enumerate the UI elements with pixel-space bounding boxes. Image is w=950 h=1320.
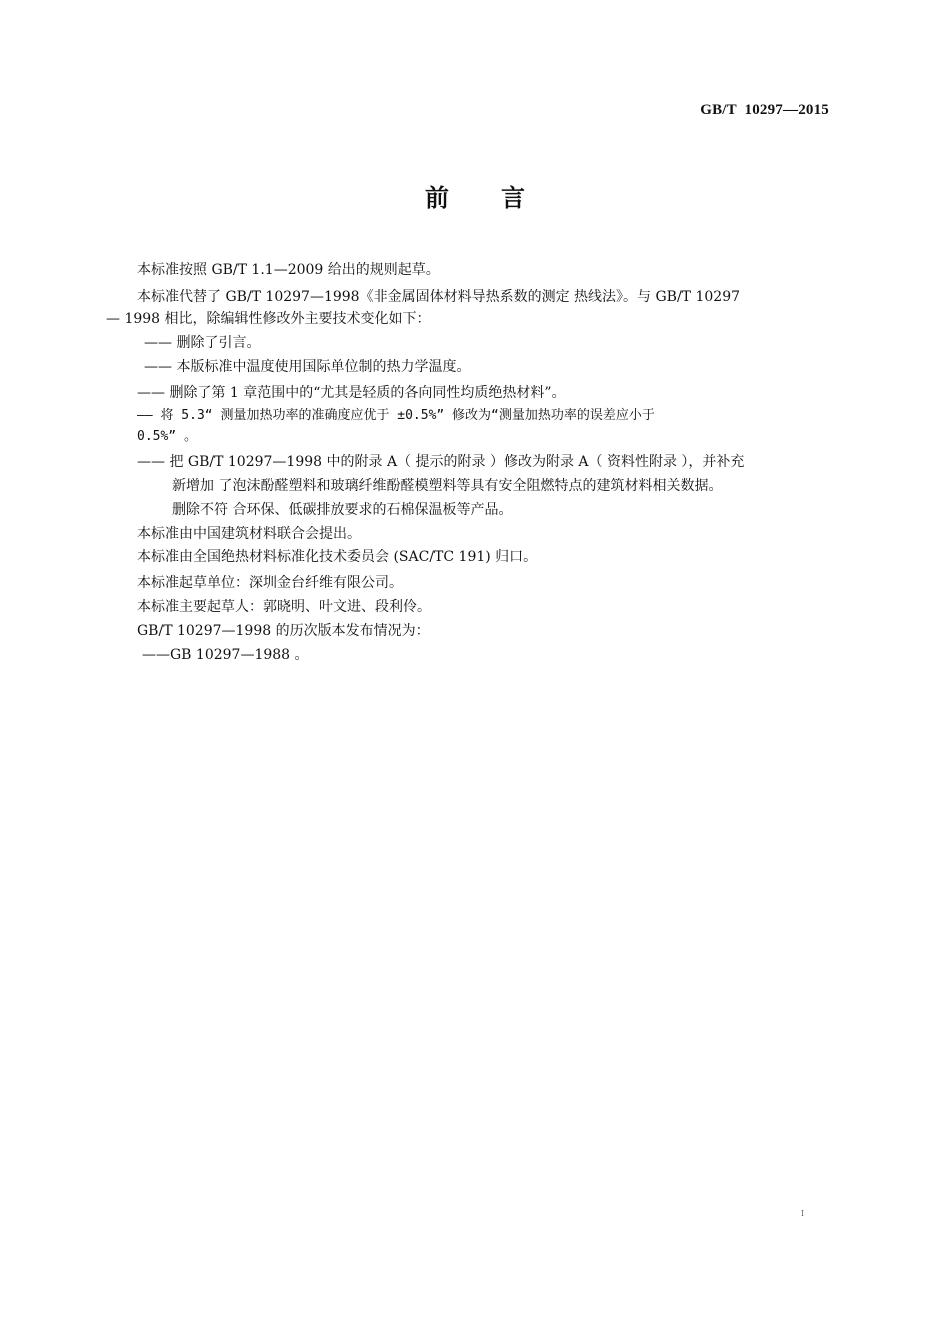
page-title-char-1: 前: [425, 184, 449, 212]
paragraph-under-jurisdiction: 本标准由全国绝热材料标准化技术委员会 (SAC/TC 191) 归口。: [137, 549, 538, 565]
page-title: [0, 178, 950, 213]
paragraph-version-history: GB/T 10297—1998 的历次版本发布情况为：: [137, 623, 430, 639]
page-number: I: [801, 1209, 805, 1218]
change-item-5: —— 把 GB/T 10297—1998 中的附录 A（ 提示的附录 ）修改为附录 A（ 资料性附录 ），并补充: [137, 454, 745, 470]
change-item-2: —— 本版标准中温度使用国际单位制的热力学温度。: [144, 359, 471, 375]
page-title-char-2: 言: [501, 184, 525, 212]
paragraph-drafting-unit: 本标准起草单位：深圳金台纤维有限公司。: [137, 575, 403, 591]
paragraph-replaces-continued: — 1998 相比，除编辑性修改外主要技术变化如下：: [106, 311, 431, 327]
change-item-4-continued: 0.5%” 。: [137, 429, 197, 444]
paragraph-proposed-by: 本标准由中国建筑材料联合会提出。: [137, 526, 361, 542]
change-item-5-continued-2: 删除不符 合环保、低碳排放要求的石棉保温板等产品。: [172, 502, 513, 518]
standard-code: GB/T 10297—2015: [700, 102, 829, 118]
change-item-3: —— 删除了第 1 章范围中的“尤其是轻质的各向同性均质绝热材料”。: [137, 385, 566, 401]
paragraph-replaces: 本标准代替了 GB/T 10297—1998《非金属固体材料导热系数的测定 热线法》。与 GB/T 10297: [137, 289, 741, 305]
version-history-item-1: ——GB 10297—1988 。: [142, 647, 309, 663]
change-item-5-continued-1: 新增加 了泡沫酚醛塑料和玻璃纤维酚醛模塑料等具有安全阻燃特点的建筑材料相关数据。: [172, 478, 723, 494]
change-item-4: —— 将 5.3“ 测量加热功率的准确度应优于 ±0.5%” 修改为“测量加热功率的误差应小于: [137, 408, 655, 423]
paragraph-main-drafters: 本标准主要起草人：郭晓明、叶文进、段利伶。: [137, 599, 431, 615]
change-item-1: —— 删除了引言。: [144, 335, 261, 351]
paragraph-drafting-rules: 本标准按照 GB/T 1.1—2009 给出的规则起草。: [137, 262, 440, 278]
